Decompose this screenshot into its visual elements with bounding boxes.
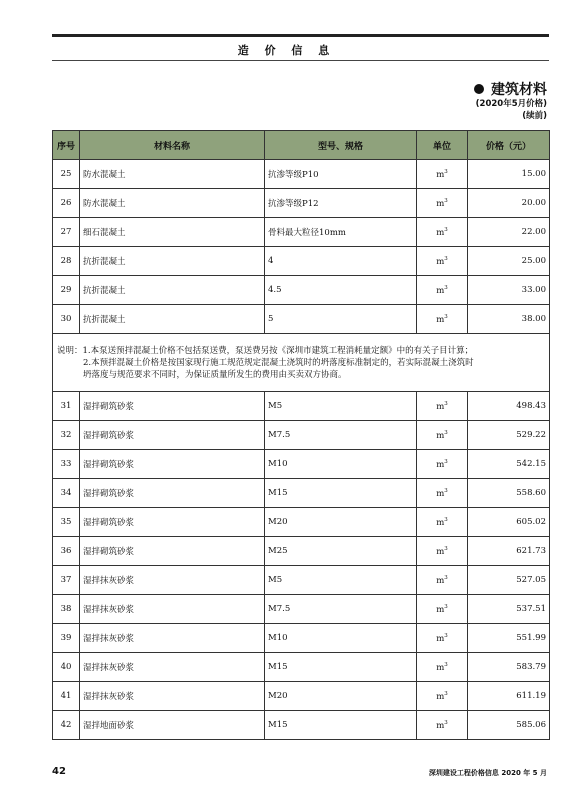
cell-unit-text: m — [436, 546, 445, 557]
price-table — [52, 130, 550, 740]
cell-no — [53, 160, 80, 189]
table-row — [53, 508, 550, 537]
unit-exponent: 3 — [444, 661, 448, 668]
cell-spec-text: M10 — [268, 633, 288, 643]
cell-spec — [265, 218, 417, 247]
cell-name — [80, 392, 265, 421]
cell-unit — [417, 160, 468, 189]
cell-no — [53, 566, 80, 595]
cell-price-text: 15.00 — [521, 169, 546, 179]
note-row — [53, 334, 550, 392]
cell-spec-text: M15 — [268, 662, 288, 672]
unit-exponent: 3 — [444, 168, 448, 175]
cell-spec-text: M15 — [268, 488, 288, 498]
page-number: 42 — [52, 766, 66, 777]
cell-no — [53, 421, 80, 450]
cell-unit-text: m — [436, 401, 445, 412]
cell-name-text: 湿拌砌筑砂浆 — [83, 489, 135, 499]
cell-price — [468, 653, 550, 682]
cell-spec — [265, 305, 417, 334]
cell-name-text: 湿拌抹灰砂浆 — [83, 634, 135, 644]
cell-no-text: 25 — [60, 169, 72, 179]
cell-price — [468, 479, 550, 508]
cell-spec-text: 4 — [268, 256, 274, 266]
cell-name — [80, 305, 265, 334]
table-row — [53, 711, 550, 740]
cell-name-text: 抗折混凝土 — [83, 257, 126, 267]
cell-name — [80, 450, 265, 479]
cell-unit — [417, 653, 468, 682]
cell-spec-text: M20 — [268, 517, 288, 527]
cell-price — [468, 711, 550, 740]
cell-no — [53, 682, 80, 711]
unit-exponent: 3 — [444, 255, 448, 262]
cell-unit — [417, 682, 468, 711]
table-row — [53, 566, 550, 595]
cell-no-text: 37 — [60, 575, 72, 585]
cell-price-text: 585.06 — [516, 720, 546, 730]
cell-name — [80, 479, 265, 508]
bullet-dot-icon — [474, 84, 484, 94]
cell-name — [80, 508, 265, 537]
cell-spec-text: M25 — [268, 546, 288, 556]
table-row — [53, 392, 550, 421]
table-row — [53, 276, 550, 305]
cell-spec-text: M7.5 — [268, 604, 291, 614]
cell-unit — [417, 189, 468, 218]
cell-unit-text: m — [436, 227, 445, 238]
cell-price-text: 527.05 — [516, 575, 546, 585]
col-header-price: 价格（元） — [468, 131, 550, 160]
cell-name-text: 抗折混凝土 — [83, 315, 126, 325]
cell-unit-text: m — [436, 169, 445, 180]
table-row — [53, 682, 550, 711]
cell-unit-text: m — [436, 517, 445, 528]
cell-spec — [265, 479, 417, 508]
cell-unit-text: m — [436, 720, 445, 731]
cell-no-text: 26 — [60, 198, 72, 208]
cell-spec-text: M5 — [268, 575, 283, 585]
cell-unit-text: m — [436, 662, 445, 673]
cell-no — [53, 189, 80, 218]
cell-price-text: 498.43 — [516, 401, 546, 411]
cell-price-text: 551.99 — [516, 633, 546, 643]
cell-no-text: 35 — [60, 517, 72, 527]
note-line-1: 说明：1.本泵送预拌混凝土价格不包括泵送费，泵送费另按《深圳市建筑工程消耗量定额》中的有关子目计算； — [57, 345, 474, 356]
unit-exponent: 3 — [444, 516, 448, 523]
note-cell — [53, 334, 550, 392]
table-row — [53, 189, 550, 218]
cell-spec — [265, 682, 417, 711]
cell-price — [468, 160, 550, 189]
cell-unit — [417, 566, 468, 595]
cell-no-text: 38 — [60, 604, 72, 614]
unit-exponent: 3 — [444, 400, 448, 407]
cell-no-text: 36 — [60, 546, 72, 556]
table-row — [53, 421, 550, 450]
cell-price — [468, 392, 550, 421]
unit-exponent: 3 — [444, 690, 448, 697]
cell-unit — [417, 305, 468, 334]
table-row — [53, 624, 550, 653]
cell-name-text: 湿拌抹灰砂浆 — [83, 663, 135, 673]
cell-no-text: 29 — [60, 285, 72, 295]
cell-no — [53, 595, 80, 624]
cell-name-text: 抗折混凝土 — [83, 286, 126, 296]
cell-no-text: 31 — [60, 401, 72, 411]
cell-price-text: 583.79 — [516, 662, 546, 672]
cell-name-text: 湿拌抹灰砂浆 — [83, 692, 135, 702]
cell-name — [80, 247, 265, 276]
cell-price — [468, 624, 550, 653]
cell-price-text: 558.60 — [516, 488, 546, 498]
cell-name — [80, 566, 265, 595]
cell-name — [80, 218, 265, 247]
cell-unit — [417, 508, 468, 537]
cell-price — [468, 421, 550, 450]
cell-spec — [265, 711, 417, 740]
unit-exponent: 3 — [444, 632, 448, 639]
cell-no — [53, 218, 80, 247]
cell-unit-text: m — [436, 488, 445, 499]
table-row — [53, 653, 550, 682]
cell-unit — [417, 479, 468, 508]
cell-name-text: 防水混凝土 — [83, 170, 126, 180]
cell-no — [53, 711, 80, 740]
cell-spec — [265, 421, 417, 450]
cell-name — [80, 682, 265, 711]
cell-unit — [417, 421, 468, 450]
cell-unit-text: m — [436, 198, 445, 209]
cell-price-text: 605.02 — [516, 517, 546, 527]
cell-name-text: 细石混凝土 — [83, 228, 126, 238]
unit-exponent: 3 — [444, 197, 448, 204]
price-date: (2020年5月价格) — [475, 99, 547, 109]
table-row — [53, 305, 550, 334]
note-line-3: 坍落度与规范要求不同时，为保证质量所发生的费用由买卖双方协商。 — [83, 369, 347, 380]
cell-spec — [265, 189, 417, 218]
cell-price-text: 542.15 — [516, 459, 546, 469]
cell-no — [53, 450, 80, 479]
cell-name — [80, 160, 265, 189]
cell-price — [468, 595, 550, 624]
cell-name-text: 湿拌地面砂浆 — [83, 721, 135, 731]
cell-spec — [265, 276, 417, 305]
table-row — [53, 450, 550, 479]
cell-no — [53, 305, 80, 334]
cell-no — [53, 653, 80, 682]
cell-unit-text: m — [436, 285, 445, 296]
cell-no-text: 30 — [60, 314, 72, 324]
cell-unit — [417, 450, 468, 479]
cell-spec — [265, 450, 417, 479]
cell-name — [80, 276, 265, 305]
cell-unit-text: m — [436, 604, 445, 615]
section-title: 建筑材料 — [491, 82, 547, 98]
table-row — [53, 479, 550, 508]
cell-price-text: 20.00 — [521, 198, 546, 208]
cell-price-text: 611.19 — [516, 691, 546, 701]
table-row — [53, 218, 550, 247]
cell-no — [53, 479, 80, 508]
cell-price — [468, 247, 550, 276]
unit-exponent: 3 — [444, 719, 448, 726]
cell-no-text: 28 — [60, 256, 72, 266]
cell-spec — [265, 595, 417, 624]
cell-spec-text: M5 — [268, 401, 283, 411]
cell-price-text: 25.00 — [521, 256, 546, 266]
section-heading — [474, 79, 547, 99]
cell-name-text: 防水混凝土 — [83, 199, 126, 209]
col-header-unit: 单位 — [417, 131, 468, 160]
cell-unit-text: m — [436, 691, 445, 702]
cell-name — [80, 711, 265, 740]
col-header-name: 材料名称 — [80, 131, 265, 160]
cell-price — [468, 508, 550, 537]
cell-spec-text: 4.5 — [268, 285, 282, 295]
cell-unit-text: m — [436, 633, 445, 644]
cell-spec-text: M15 — [268, 720, 288, 730]
cell-price — [468, 305, 550, 334]
cell-name-text: 湿拌砌筑砂浆 — [83, 431, 135, 441]
cell-unit-text: m — [436, 314, 445, 325]
cell-name-text: 湿拌抹灰砂浆 — [83, 605, 135, 615]
cell-no — [53, 508, 80, 537]
cell-unit — [417, 276, 468, 305]
cell-no-text: 39 — [60, 633, 72, 643]
cell-name-text: 湿拌砌筑砂浆 — [83, 518, 135, 528]
cell-no-text: 33 — [60, 459, 72, 469]
note-line-2: 2.本预拌混凝土价格是按国家现行施工规范规定混凝土浇筑时的坍落度标准制定的，若实际混凝土浇筑时 — [83, 357, 474, 368]
cell-price-text: 621.73 — [516, 546, 546, 556]
table-header-row — [53, 131, 550, 160]
cell-price-text: 33.00 — [521, 285, 546, 295]
cell-no-text: 42 — [60, 720, 72, 730]
cell-price-text: 529.22 — [516, 430, 546, 440]
continued-label: (续前) — [522, 111, 547, 121]
cell-no-text: 27 — [60, 227, 72, 237]
cell-spec — [265, 392, 417, 421]
cell-name — [80, 421, 265, 450]
unit-exponent: 3 — [444, 313, 448, 320]
cell-no — [53, 276, 80, 305]
unit-exponent: 3 — [444, 284, 448, 291]
unit-exponent: 3 — [444, 487, 448, 494]
table-row — [53, 595, 550, 624]
table-row — [53, 160, 550, 189]
unit-exponent: 3 — [444, 603, 448, 610]
cell-name-text: 湿拌抹灰砂浆 — [83, 576, 135, 586]
cell-spec-text: M7.5 — [268, 430, 291, 440]
cell-spec — [265, 247, 417, 276]
cell-spec-text: M10 — [268, 459, 288, 469]
cell-unit — [417, 218, 468, 247]
cell-no — [53, 537, 80, 566]
cell-price — [468, 566, 550, 595]
unit-exponent: 3 — [444, 429, 448, 436]
cell-spec — [265, 508, 417, 537]
cell-name-text: 湿拌砌筑砂浆 — [83, 402, 135, 412]
cell-unit — [417, 711, 468, 740]
cell-unit-text: m — [436, 256, 445, 267]
cell-name — [80, 595, 265, 624]
cell-price-text: 537.51 — [516, 604, 546, 614]
cell-unit-text: m — [436, 430, 445, 441]
cell-no-text: 41 — [60, 691, 72, 701]
cell-spec-text: 5 — [268, 314, 274, 324]
publication-footer: 深圳建设工程价格信息 2020 年 5 月 — [428, 769, 547, 777]
cell-spec — [265, 566, 417, 595]
cell-no-text: 40 — [60, 662, 72, 672]
cell-spec — [265, 160, 417, 189]
cell-no-text: 34 — [60, 488, 72, 498]
cell-spec — [265, 624, 417, 653]
unit-exponent: 3 — [444, 226, 448, 233]
unit-exponent: 3 — [444, 574, 448, 581]
cell-price-text: 22.00 — [521, 227, 546, 237]
cell-spec-text: M20 — [268, 691, 288, 701]
cell-name-text: 湿拌砌筑砂浆 — [83, 547, 135, 557]
cell-unit-text: m — [436, 459, 445, 470]
col-header-spec: 型号、规格 — [265, 131, 417, 160]
cell-name — [80, 537, 265, 566]
cell-spec — [265, 537, 417, 566]
cell-unit — [417, 392, 468, 421]
table-row — [53, 247, 550, 276]
cell-price — [468, 189, 550, 218]
cell-price-text: 38.00 — [521, 314, 546, 324]
page-header-title: 造 价 信 息 — [237, 44, 336, 57]
header-rule — [52, 60, 549, 61]
cell-no — [53, 392, 80, 421]
cell-unit — [417, 537, 468, 566]
cell-price — [468, 682, 550, 711]
unit-exponent: 3 — [444, 458, 448, 465]
cell-unit — [417, 247, 468, 276]
unit-exponent: 3 — [444, 545, 448, 552]
cell-spec — [265, 653, 417, 682]
cell-price — [468, 218, 550, 247]
cell-spec-text: 骨料最大粒径10mm — [268, 228, 346, 238]
cell-name — [80, 189, 265, 218]
cell-unit-text: m — [436, 575, 445, 586]
cell-no — [53, 624, 80, 653]
cell-price — [468, 276, 550, 305]
cell-price — [468, 537, 550, 566]
cell-spec-text: 抗渗等级P10 — [268, 170, 319, 180]
table-row — [53, 537, 550, 566]
col-header-no: 序号 — [53, 131, 80, 160]
cell-spec-text: 抗渗等级P12 — [268, 199, 319, 209]
cell-no — [53, 247, 80, 276]
cell-price — [468, 450, 550, 479]
cell-no-text: 32 — [60, 430, 72, 440]
cell-name — [80, 624, 265, 653]
cell-name — [80, 653, 265, 682]
cell-unit — [417, 624, 468, 653]
cell-unit — [417, 595, 468, 624]
cell-name-text: 湿拌砌筑砂浆 — [83, 460, 135, 470]
top-rule — [52, 34, 549, 37]
